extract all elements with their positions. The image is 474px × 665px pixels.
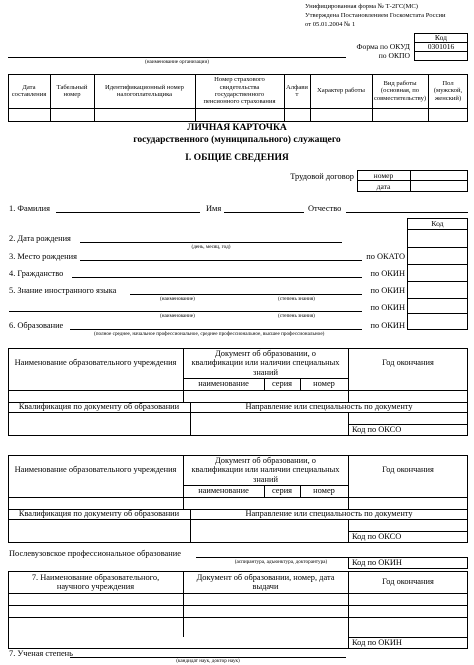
col-insurance-number: Номер страхового свидетельства государственного пенсионного страхования: [203, 76, 276, 106]
citizenship-field[interactable]: [72, 277, 362, 278]
code-divider: [407, 313, 468, 314]
table-divider: [8, 412, 468, 413]
edu1-document-header: Документ об образовании, о квалификации или наличии специальных знаний: [191, 348, 340, 377]
birth-date-field[interactable]: [80, 242, 342, 243]
top-table-divider: [8, 108, 468, 109]
language-level-caption: (степень знания): [278, 296, 315, 302]
code-box-divider: [414, 51, 468, 52]
language-level-caption-2: (степень знания): [278, 313, 315, 319]
col-inn: Идентификационный номер налогоплательщика: [105, 83, 184, 98]
code-divider: [407, 247, 468, 248]
edu2-qualification-header: Квалификация по документу об образовании: [18, 509, 180, 519]
degree-label: 7. Ученая степень: [9, 649, 73, 658]
organization-field[interactable]: [8, 57, 346, 58]
surname-field[interactable]: [56, 212, 200, 213]
contract-label: Трудовой договор: [290, 172, 354, 181]
contract-date-field[interactable]: [411, 181, 467, 191]
col-alphabet: Алфавит: [286, 83, 308, 98]
okato-label: по ОКАТО: [366, 252, 405, 261]
section-title: I. ОБЩИЕ СВЕДЕНИЯ: [185, 152, 289, 163]
postgrad-label: Послевузовское профессиональное образование: [9, 549, 181, 558]
table-divider: [8, 390, 468, 391]
card-title: ЛИЧНАЯ КАРТОЧКА: [187, 122, 287, 133]
code-header: Код: [434, 33, 448, 42]
edu1-doc-series: серия: [271, 379, 293, 389]
table-divider: [8, 593, 468, 594]
col-personnel-number: Табельный номер: [56, 83, 88, 98]
name-field[interactable]: [224, 212, 304, 213]
birth-date-caption: (день, месяц, год): [191, 244, 231, 250]
card-subtitle: государственного (муниципального) служащего: [133, 134, 341, 145]
language-label: 5. Знание иностранного языка: [9, 286, 117, 295]
birth-date-label: 2. Дата рождения: [9, 234, 71, 243]
okin-label-language-2: по ОКИН: [370, 303, 405, 312]
patronymic-field[interactable]: [346, 212, 468, 213]
birth-place-label: 3. Место рождения: [9, 252, 77, 261]
contract-number-label: номер: [373, 171, 394, 180]
okud-label: Форма по ОКУД: [356, 42, 410, 51]
birth-place-field[interactable]: [80, 260, 362, 261]
edu2-year-header: Год окончания: [382, 465, 434, 475]
okin-label-citizenship: по ОКИН: [370, 269, 405, 278]
table-divider: [183, 455, 184, 509]
edu2-doc-number: номер: [313, 486, 335, 496]
col-compilation-date: Дата составления: [11, 83, 47, 98]
edu2-doc-name: наименование: [198, 486, 249, 496]
form-approval-line: Утверждена Постановлением Госкомстата России: [305, 12, 446, 19]
edu1-okso-label: Код по ОКСО: [352, 425, 402, 435]
language-name-caption-2: (наименование): [160, 313, 195, 319]
education-field[interactable]: [70, 329, 362, 330]
edu2-institution-header: Наименование образовательного учреждения: [14, 465, 177, 475]
table-divider: [183, 348, 184, 402]
edu1-qualification-header: Квалификация по документу об образовании: [18, 402, 180, 412]
surname-label: 1. Фамилия: [9, 204, 51, 213]
okin-label-education: по ОКИН: [370, 321, 405, 330]
science-document-header: Документ об образовании, номер, дата выдачи: [196, 572, 335, 591]
language-field-2[interactable]: [9, 311, 362, 312]
edu1-year-header: Год окончания: [382, 358, 434, 368]
contract-number-field[interactable]: [411, 171, 467, 180]
language-field[interactable]: [130, 294, 362, 295]
col-work-character: Характер работы: [317, 87, 365, 95]
science-year-header: Год окончания: [382, 577, 434, 587]
science-institution-header: 7. Наименование образовательного, научного учреждения: [31, 572, 160, 591]
edu1-direction-header: Направление или специальность по документу: [245, 402, 413, 412]
contract-date-label: дата: [376, 182, 391, 191]
edu2-direction-header: Направление или специальность по документу: [245, 509, 413, 519]
okpo-label: по ОКПО: [378, 51, 410, 60]
language-name-caption: (наименование): [160, 296, 195, 302]
table-divider: [8, 497, 468, 498]
okin-label-language: по ОКИН: [370, 286, 405, 295]
edu1-doc-name: наименование: [198, 379, 249, 389]
code-divider: [407, 229, 468, 230]
edu1-institution-header: Наименование образовательного учреждения: [14, 358, 177, 368]
organization-caption: (наименование организации): [145, 59, 209, 65]
education-caption: (полное среднее, начальное профессиональное, среднее профессиональное, высшее профессиональное): [94, 331, 325, 337]
postgrad-caption: (аспирантура, адъюнктура, докторантура): [234, 559, 328, 565]
edu2-document-header: Документ об образовании, о квалификации или наличии специальных знаний: [191, 455, 340, 484]
form-date-line: от 05.01.2004 № 1: [305, 21, 356, 28]
col-gender: Пол (мужской, женский): [433, 79, 463, 102]
citizenship-label: 4. Гражданство: [9, 269, 64, 278]
code-divider: [407, 264, 468, 265]
education-label: 6. Образование: [9, 321, 64, 330]
code-divider: [407, 298, 468, 299]
table-divider: [8, 519, 468, 520]
table-divider: [8, 605, 468, 606]
patronymic-label: Отчество: [308, 204, 342, 213]
postgrad-okin-label: Код по ОКИН: [352, 558, 402, 568]
code-divider: [407, 281, 468, 282]
table-divider: [8, 617, 468, 618]
science-okin-label: Код по ОКИН: [352, 638, 402, 648]
codes-header: Код: [431, 219, 444, 228]
edu2-doc-series: серия: [271, 486, 293, 496]
name-label: Имя: [206, 204, 222, 213]
edu2-okso-label: Код по ОКСО: [352, 532, 402, 542]
okud-value[interactable]: 0301016: [427, 42, 455, 51]
col-work-type: Вид работы (основная, по совместительству): [373, 79, 427, 102]
form-code-line: Унифицированная форма № Т-2ГС(МС): [305, 3, 418, 10]
edu1-doc-number: номер: [313, 379, 335, 389]
degree-caption: (кандидат наук, доктор наук): [176, 658, 240, 664]
